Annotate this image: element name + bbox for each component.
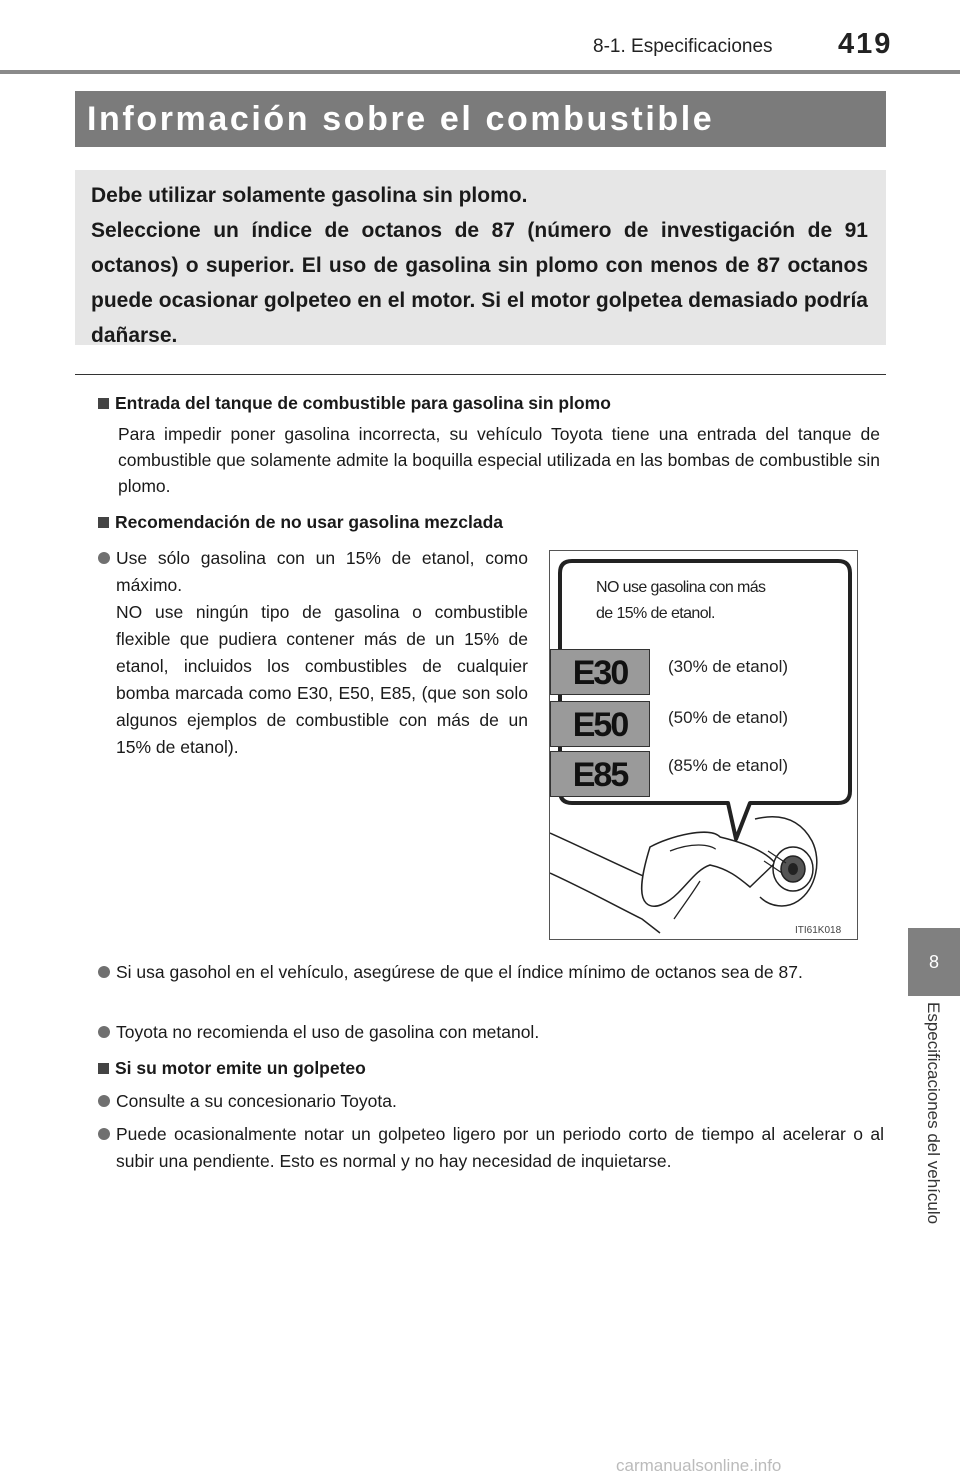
bullet-text: NO use ningún tipo de gasolina o combustible flexible que pudiera contener más de un 15% de etanol, incluidos los combustibles de cualquier bomba marcada como E30, E50, E85, (que son solo algunos ejemplos de combustible con más de un 15% de etanol). xyxy=(116,602,528,757)
bullet-text: Toyota no recomienda el uso de gasolina con metanol. xyxy=(116,1022,540,1042)
square-bullet-icon xyxy=(98,1063,109,1074)
bullet-text: Use sólo gasolina con un 15% de etanol, como máximo. xyxy=(116,548,528,595)
callout-text-line: de 15% de etanol. xyxy=(596,605,715,622)
fuel-code-label: (85% de etanol) xyxy=(668,756,789,775)
list-item xyxy=(98,545,528,761)
bullet-dot-icon xyxy=(98,1095,110,1107)
section-label: 8-1. Especificaciones xyxy=(593,36,773,57)
section-heading-mixed xyxy=(98,512,503,533)
page-number: 419 xyxy=(838,28,893,60)
list-item xyxy=(98,1019,884,1046)
heading-text: Entrada del tanque de combustible para gasolina sin plomo xyxy=(115,393,611,413)
fuel-code-e50: E50 xyxy=(550,701,650,747)
callout-text-line: NO use gasolina con más xyxy=(596,579,766,596)
bullet-text: Consulte a su concesionario Toyota. xyxy=(116,1091,397,1111)
bullet-dot-icon xyxy=(98,1128,110,1140)
list-item xyxy=(98,959,884,986)
figure-id: ITI61K018 xyxy=(795,925,842,936)
bullet-text: Puede ocasionalmente notar un golpeteo ligero por un periodo corto de tiempo al acelerar o al subir una pendiente. Esto es normal y no hay necesidad de inquietarse. xyxy=(116,1124,884,1171)
tank-body: Para impedir poner gasolina incorrecta, su vehículo Toyota tiene una entrada del tanque de combustible que solamente admite la boquilla especial utilizada en las bombas de combustible sin plomo. xyxy=(118,424,880,496)
heading-text: Si su motor emite un golpeteo xyxy=(115,1058,366,1078)
heading-text: Recomendación de no usar gasolina mezclada xyxy=(115,512,504,532)
fuel-code-label: (50% de etanol) xyxy=(668,708,789,727)
fuel-code-label: (30% de etanol) xyxy=(668,657,789,676)
intro-paragraph: Seleccione un índice de octanos de 87 (número de investigación de 91 octanos) o superior. El uso de gasolina sin plomo con menos de 87 octanos puede ocasionar golpeteo en el motor. Si el motor golpetea demasiado podría dañarse. xyxy=(91,219,868,347)
list-item xyxy=(98,1088,884,1115)
square-bullet-icon xyxy=(98,398,109,409)
chapter-tab-label: Especificaciones del vehículo xyxy=(924,1002,943,1225)
section-heading-tank xyxy=(98,393,611,414)
divider xyxy=(75,374,886,375)
bullet-dot-icon xyxy=(98,966,110,978)
header-rule xyxy=(0,70,960,74)
ethanol-warning-figure xyxy=(549,550,858,940)
intro-line: Debe utilizar solamente gasolina sin plomo. xyxy=(91,184,528,207)
bullet-dot-icon xyxy=(98,552,110,564)
square-bullet-icon xyxy=(98,517,109,528)
intro-box xyxy=(75,170,886,345)
bullet-dot-icon xyxy=(98,1026,110,1038)
section-heading-knock xyxy=(98,1058,366,1079)
page-title: Información sobre el combustible xyxy=(75,91,886,147)
fuel-code-e30: E30 xyxy=(550,649,650,695)
fuel-code-e85: E85 xyxy=(550,751,650,797)
bullet-text: Si usa gasohol en el vehículo, asegúrese de que el índice mínimo de octanos sea de 87. xyxy=(116,962,803,982)
list-item xyxy=(98,1121,884,1175)
chapter-tab[interactable]: 8 xyxy=(908,928,960,996)
watermark: carmanualsonline.info xyxy=(616,1456,782,1475)
